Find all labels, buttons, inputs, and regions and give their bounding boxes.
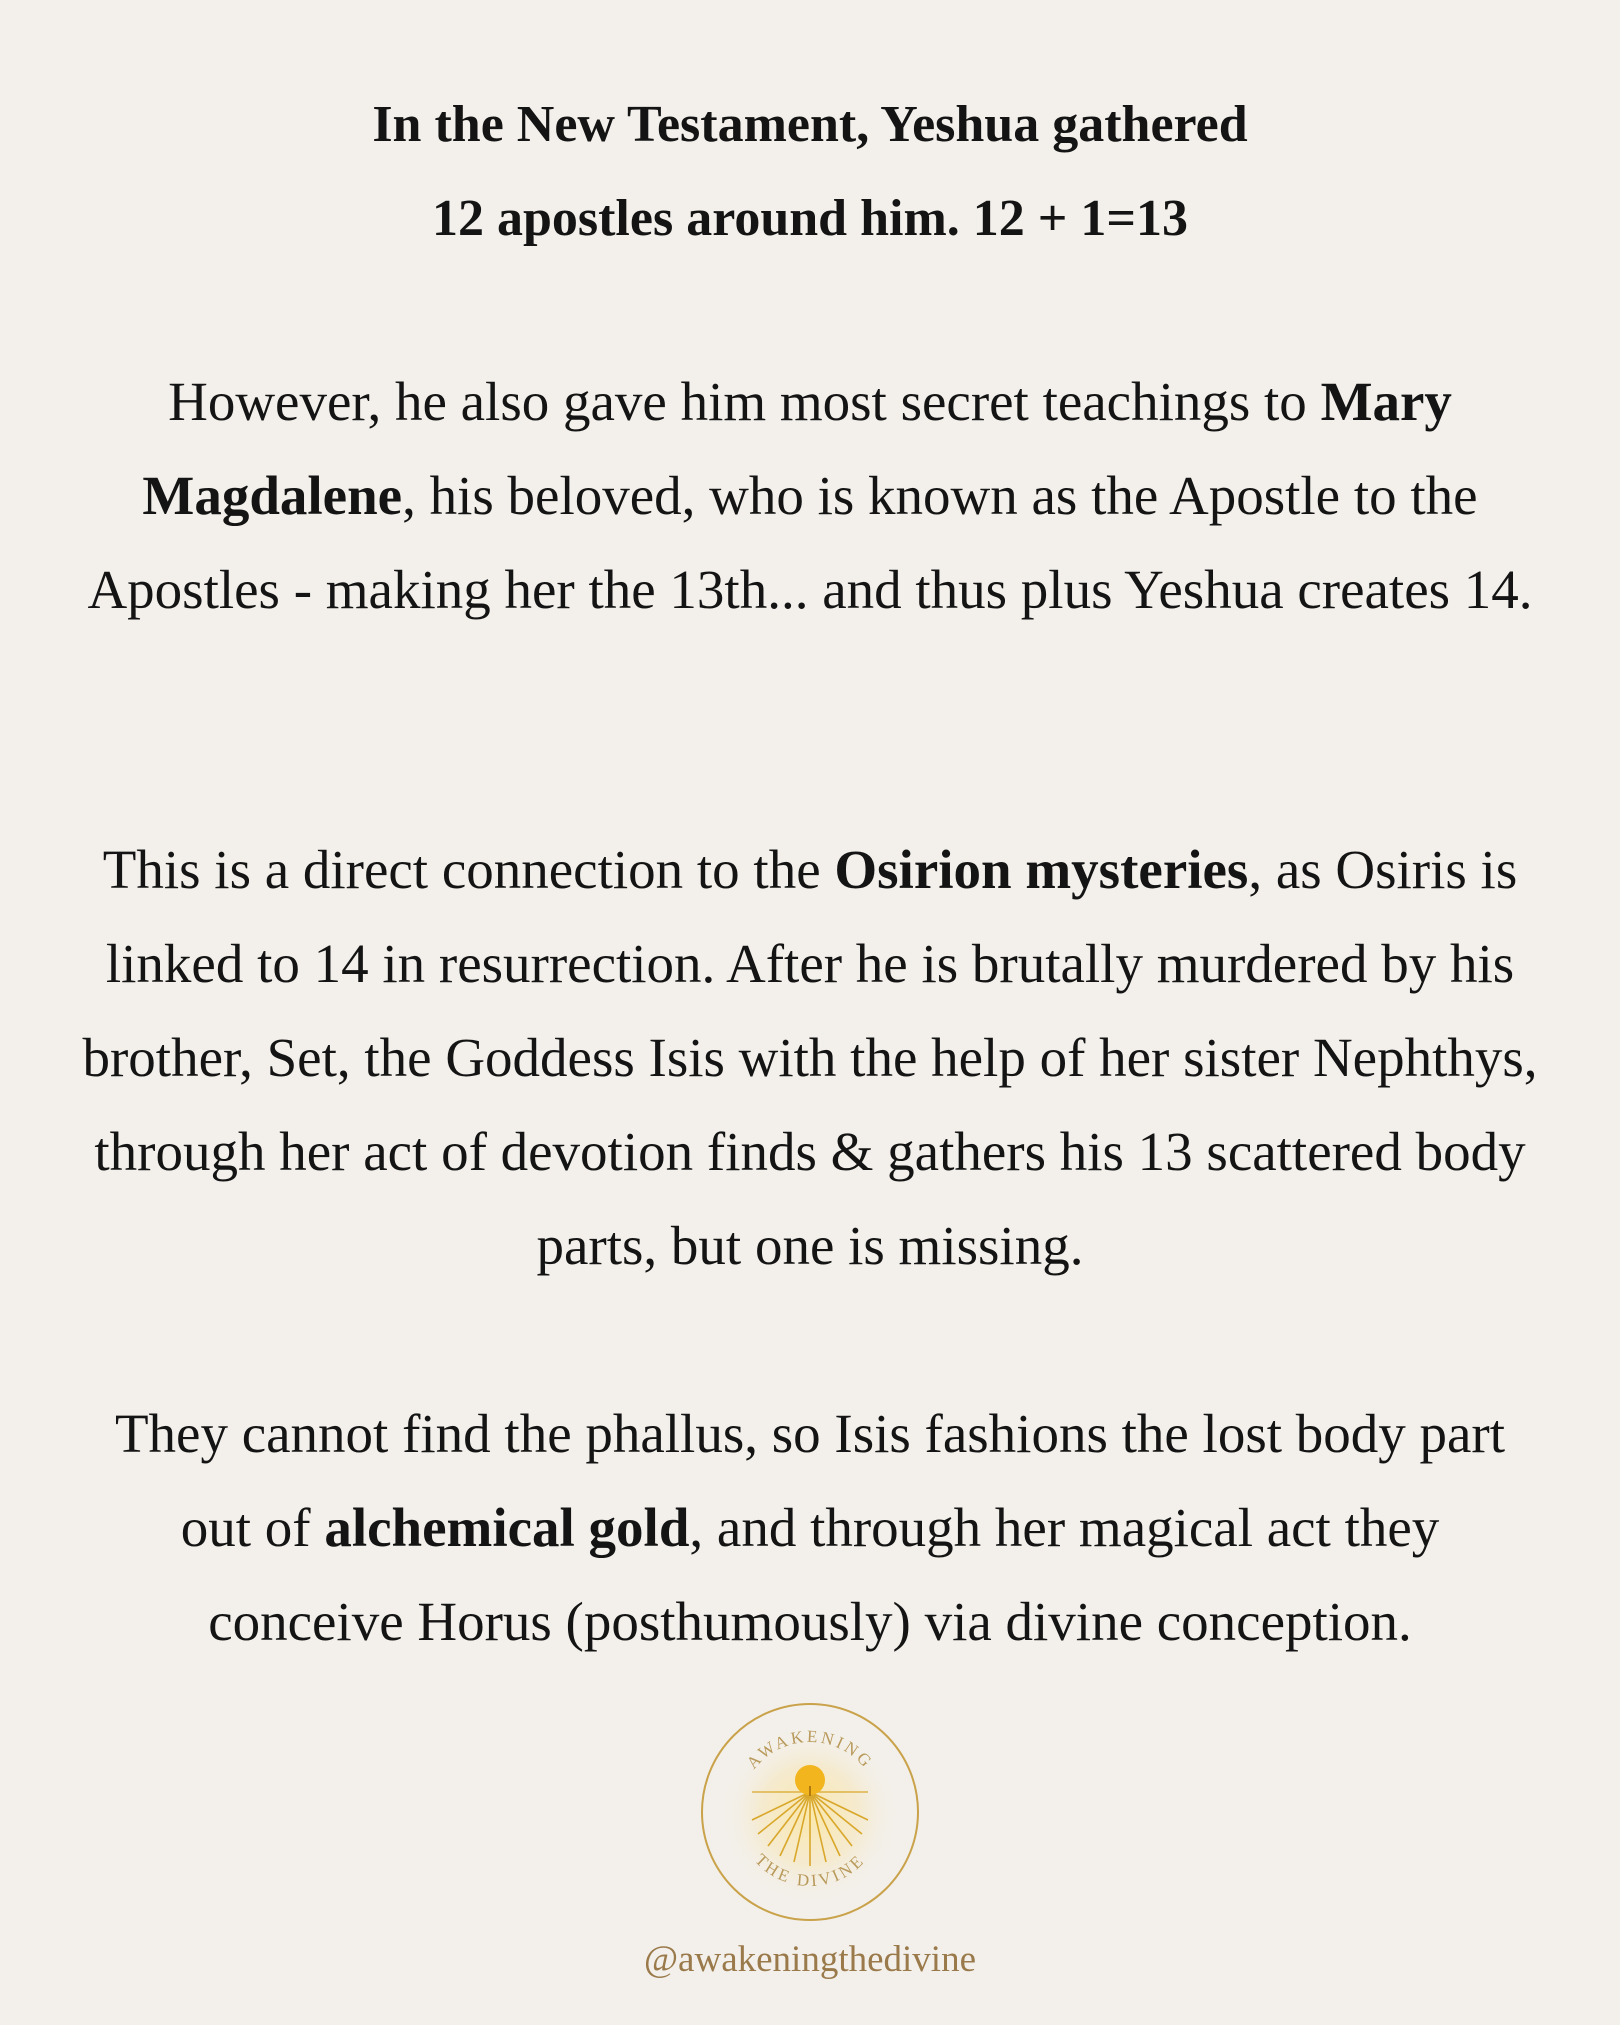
paragraph-2-text-b: , as Osiris is linked to 14 in resurrection. After he is brutally murdered by his brother, Set, the Goddess Isis with the help of her sister Nephthys, through her act of devotion finds & gathers his 13 scattered body parts, but one is missing.: [82, 839, 1538, 1276]
paragraph-3-bold: alchemical gold: [324, 1497, 690, 1558]
paragraph-1-bold: Mary Magdalene: [142, 371, 1452, 526]
logo-bottom-text: THE DIVINE: [751, 1850, 869, 1891]
paragraph-3-text-b: , and through her magical act they conceive Horus (posthumously) via divine conception.: [208, 1497, 1440, 1652]
social-handle: @awakeningthedivine: [643, 1939, 977, 1980]
paragraph-2-text-a: This is a direct connection to the: [102, 839, 835, 900]
paragraph-apostles: [80, 355, 1540, 637]
paragraph-1-text-a: However, he also gave him most secret teachings to: [168, 371, 1321, 432]
paragraph-2-bold: Osirion mysteries: [834, 839, 1249, 900]
headline: [80, 78, 1540, 266]
logo-top-text: AWAKENING: [742, 1726, 878, 1773]
paragraph-1-text-b: , his beloved, who is known as the Apostle to the Apostles - making her the 13th... and thus plus Yeshua creates 14.: [87, 465, 1533, 620]
paragraph-alchemical-gold: [80, 1387, 1540, 1669]
headline-line-2: 12 apostles around him. 12 + 1=13: [431, 190, 1189, 247]
headline-line-1: In the New Testament, Yeshua gathered: [372, 96, 1248, 153]
paragraph-3-text-a: They cannot find the phallus, so Isis fashions the lost body part out of: [114, 1403, 1506, 1558]
paragraph-osirion: [80, 823, 1540, 1293]
awakening-the-divine-logo: [698, 1700, 922, 1924]
